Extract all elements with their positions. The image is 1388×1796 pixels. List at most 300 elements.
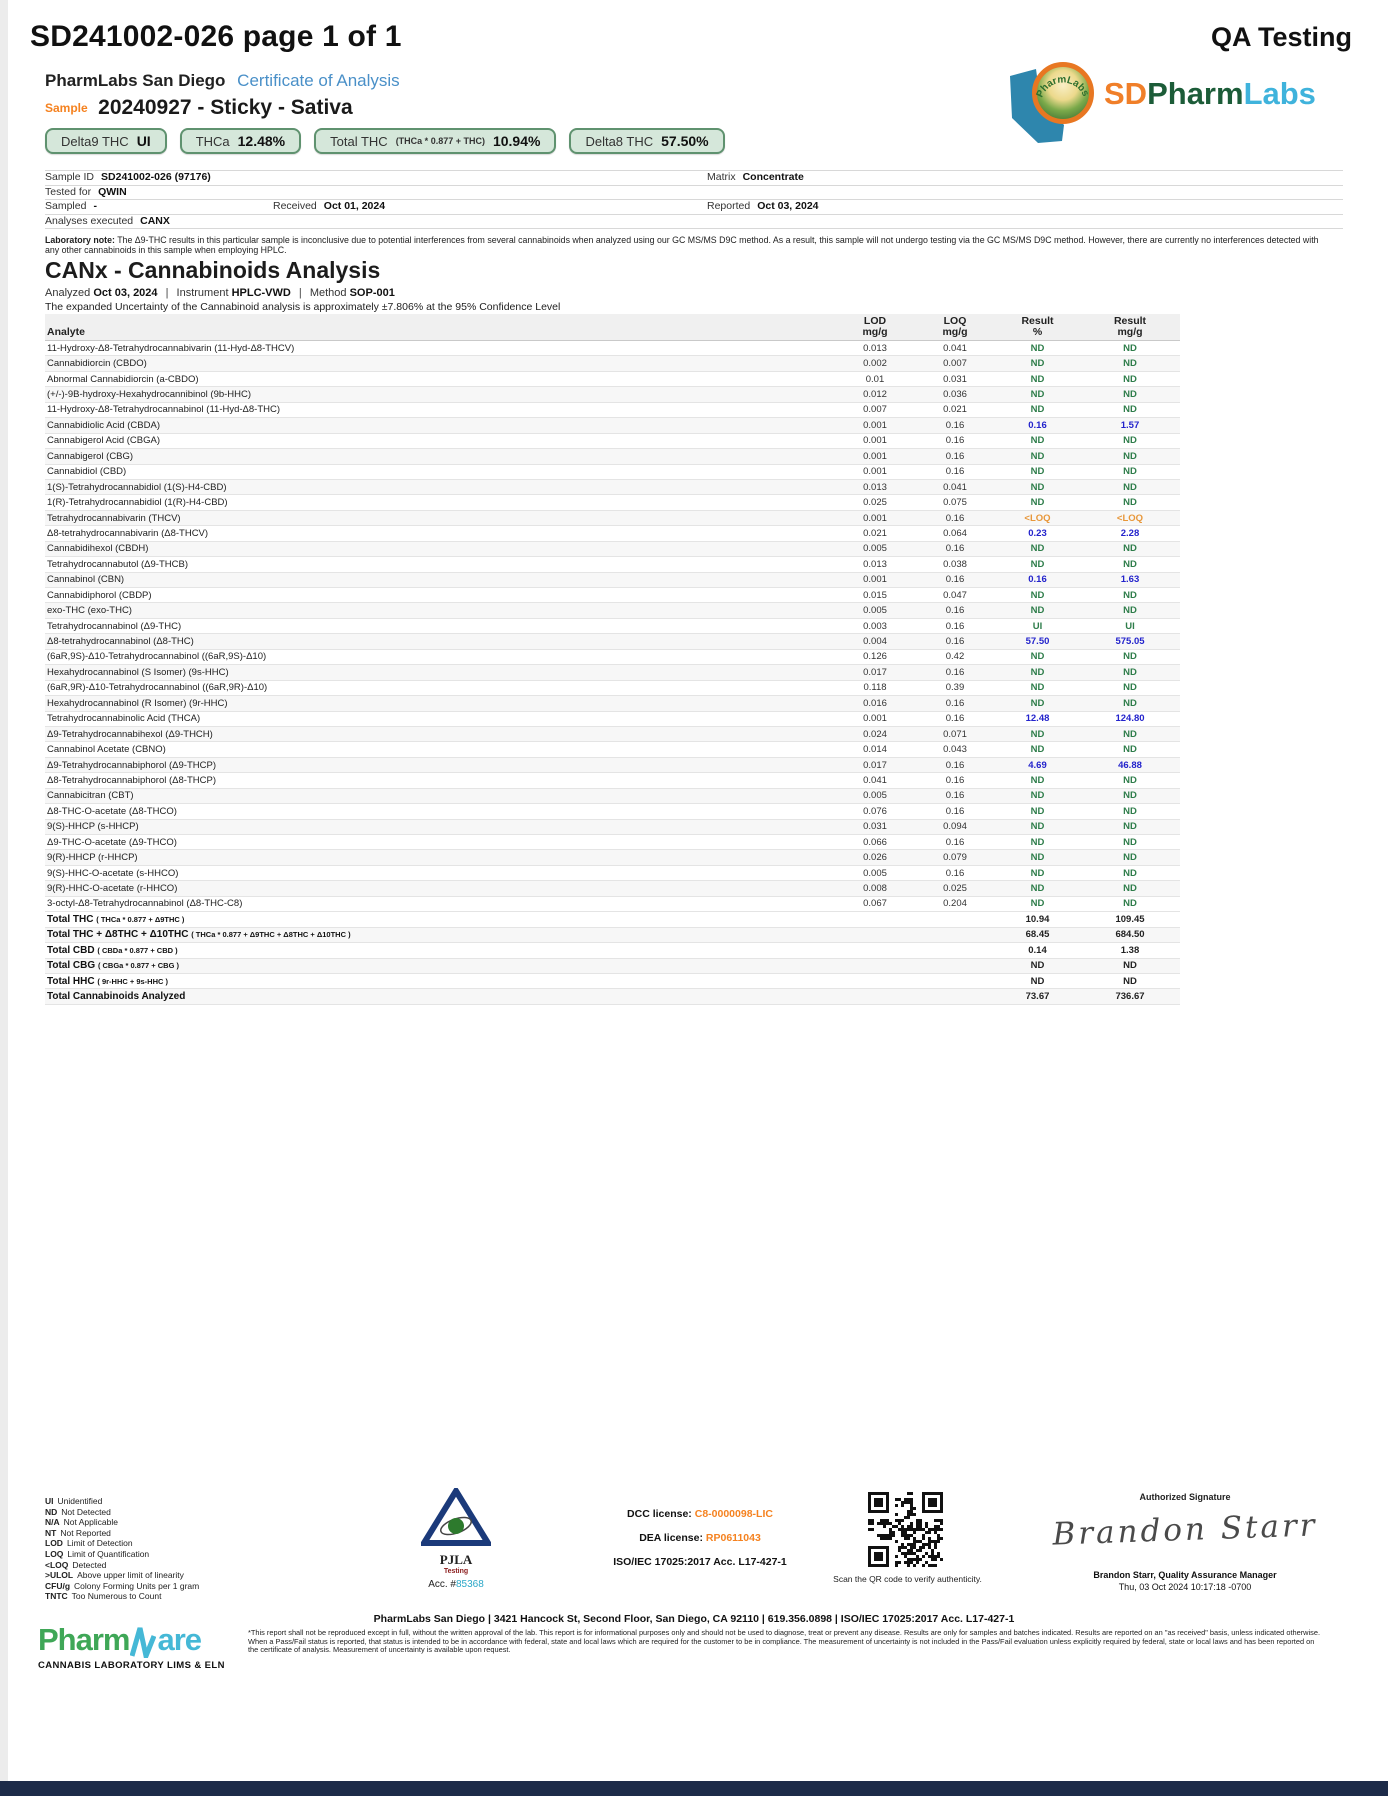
table-row bbox=[45, 742, 1180, 757]
reported-cell bbox=[707, 200, 819, 213]
result-pct-value: ND bbox=[1030, 666, 1045, 678]
lod-value: 0.013 bbox=[863, 342, 887, 354]
loq-value: 0.16 bbox=[945, 435, 965, 447]
doc-type-label: Certificate of Analysis bbox=[237, 71, 400, 90]
analyte-name: Cannabigerol Acid (CBGA) bbox=[47, 435, 160, 447]
legend-item bbox=[45, 1496, 199, 1507]
cannabinoid-badges bbox=[45, 128, 725, 154]
tested-for-row bbox=[45, 186, 1343, 201]
result-pct-value: ND bbox=[1030, 373, 1045, 385]
result-pct-value: ND bbox=[1030, 589, 1045, 601]
legend-text: Unidentified bbox=[57, 1496, 103, 1506]
method-label: Method bbox=[309, 287, 347, 299]
table-row bbox=[45, 480, 1180, 495]
table-row bbox=[45, 773, 1180, 788]
analyte-name: Cannabicitran (CBT) bbox=[47, 790, 134, 802]
lod-value: 0.002 bbox=[863, 358, 887, 370]
result-mg-value: ND bbox=[1123, 821, 1137, 833]
table-row bbox=[45, 881, 1180, 896]
table-row bbox=[45, 449, 1180, 464]
total-row bbox=[45, 912, 1180, 927]
analyte-name: 11-Hydroxy-Δ8-Tetrahydrocannabinol (11-Hyd-Δ8-THC) bbox=[47, 404, 281, 416]
loq-value: 0.071 bbox=[943, 728, 967, 740]
table-row bbox=[45, 495, 1180, 510]
analyte-name: Tetrahydrocannabivarin (THCV) bbox=[47, 512, 181, 524]
loq-value: 0.025 bbox=[943, 883, 967, 895]
legend-item bbox=[45, 1517, 199, 1528]
result-mg-value: 1.57 bbox=[1120, 419, 1140, 431]
result-mg-value: ND bbox=[1123, 774, 1137, 786]
result-mg-value: ND bbox=[1123, 836, 1137, 848]
total-pct-value: 68.45 bbox=[1025, 929, 1050, 941]
lab-header bbox=[45, 71, 400, 91]
lod-value: 0.012 bbox=[863, 389, 887, 401]
legend-abbr: >ULOL bbox=[45, 1570, 74, 1581]
loq-value: 0.16 bbox=[945, 605, 965, 617]
legend-item bbox=[45, 1591, 199, 1602]
badge-value: 57.50% bbox=[661, 133, 709, 149]
analysis-meta-line: Analyzed Oct 03, 2024 | Instrument HPLC-VWD | Method SOP-001 bbox=[45, 287, 395, 299]
instrument-label: Instrument bbox=[176, 287, 229, 299]
method-value: SOP-001 bbox=[349, 287, 395, 299]
loq-value: 0.094 bbox=[943, 821, 967, 833]
table-row bbox=[45, 835, 1180, 850]
loq-value: 0.16 bbox=[945, 512, 965, 524]
page-left-edge bbox=[0, 0, 8, 1796]
analyte-name: 9(S)-HHCP (s-HHCP) bbox=[47, 821, 139, 833]
analyses-row bbox=[45, 215, 1343, 230]
legend-text: Limit of Detection bbox=[66, 1538, 133, 1549]
result-mg-value: ND bbox=[1123, 497, 1137, 509]
loq-value: 0.064 bbox=[943, 527, 967, 539]
result-mg-value: ND bbox=[1123, 589, 1137, 601]
total-label: Total CBG ( CBGa * 0.877 + CBG ) bbox=[47, 960, 180, 972]
signer-name-title: Brandon Starr, Quality Assurance Manager bbox=[1093, 1570, 1277, 1580]
loq-value: 0.42 bbox=[945, 651, 965, 663]
badge-value: 10.94% bbox=[492, 133, 541, 149]
result-pct-value: ND bbox=[1030, 342, 1045, 354]
result-pct-value: UI bbox=[1032, 620, 1043, 632]
received-cell bbox=[273, 200, 385, 213]
total-formula: ( THCa * 0.877 + Δ9THC ) bbox=[96, 914, 185, 924]
total-mg-value: 1.38 bbox=[1120, 944, 1140, 956]
loq-value: 0.39 bbox=[945, 682, 965, 694]
table-row bbox=[45, 557, 1180, 572]
qr-caption: Scan the QR code to verify authenticity. bbox=[833, 1574, 982, 1584]
analyte-name: Cannabidihexol (CBDH) bbox=[47, 543, 149, 555]
loq-value: 0.16 bbox=[945, 805, 965, 817]
dcc-license: DCC license: C8-0000098-LIC bbox=[627, 1508, 773, 1520]
result-pct-value: ND bbox=[1030, 821, 1045, 833]
table-row bbox=[45, 465, 1180, 480]
lod-value: 0.005 bbox=[863, 790, 887, 802]
result-mg-value: ND bbox=[1123, 697, 1137, 709]
result-mg-value: 575.05 bbox=[1115, 636, 1145, 648]
loq-value: 0.041 bbox=[943, 342, 967, 354]
sample-name: 20240927 - Sticky - Sativa bbox=[98, 96, 353, 119]
analyte-name: Hexahydrocannabinol (S Isomer) (9s-HHC) bbox=[47, 666, 229, 678]
legend-item bbox=[45, 1538, 199, 1549]
svg-text:PharmLabs: PharmLabs bbox=[1034, 74, 1091, 100]
legend-abbr: N/A bbox=[45, 1517, 60, 1528]
badge-label: Delta8 THC bbox=[585, 133, 654, 149]
cannabinoid-badge bbox=[180, 128, 301, 154]
pharmware-part2: are bbox=[157, 1622, 202, 1657]
pjla-sub: Testing bbox=[443, 1568, 469, 1575]
result-pct-value: ND bbox=[1030, 682, 1045, 694]
bottom-bar bbox=[0, 1781, 1388, 1796]
lod-value: 0.066 bbox=[863, 836, 887, 848]
result-pct-value: 0.16 bbox=[1028, 574, 1047, 586]
total-label: Total THC ( THCa * 0.877 + Δ9THC ) bbox=[47, 913, 185, 925]
signature-block bbox=[1040, 1492, 1330, 1592]
legend-item bbox=[45, 1507, 199, 1518]
loq-value: 0.036 bbox=[943, 389, 967, 401]
lod-value: 0.001 bbox=[863, 450, 887, 462]
table-row bbox=[45, 820, 1180, 835]
license-block bbox=[590, 1508, 810, 1580]
sdpharmlabs-logo bbox=[1008, 60, 1338, 144]
result-mg-value: ND bbox=[1123, 605, 1137, 617]
reported-label: Reported bbox=[707, 200, 751, 212]
uncertainty-note: The expanded Uncertainty of the Cannabinoid analysis is approximately ±7.806% at the 95% Confidence Level bbox=[45, 301, 561, 313]
total-pct-value: ND bbox=[1030, 975, 1045, 987]
total-row bbox=[45, 943, 1180, 958]
result-pct-value: 57.50 bbox=[1025, 636, 1050, 648]
table-row bbox=[45, 804, 1180, 819]
table-row bbox=[45, 372, 1180, 387]
result-pct-value: 12.48 bbox=[1025, 713, 1050, 725]
iso-accreditation: ISO/IEC 17025:2017 Acc. L17-427-1 bbox=[613, 1556, 787, 1568]
result-mg-value: ND bbox=[1123, 481, 1137, 493]
result-mg-value: <LOQ bbox=[1116, 512, 1144, 524]
result-mg-value: ND bbox=[1123, 867, 1137, 879]
col-lod: LOD mg/g bbox=[862, 315, 888, 338]
matrix-cell bbox=[707, 171, 804, 184]
loq-value: 0.038 bbox=[943, 558, 967, 570]
loq-value: 0.16 bbox=[945, 759, 965, 771]
result-mg-value: UI bbox=[1125, 620, 1135, 632]
laboratory-note-label: Laboratory note: bbox=[45, 235, 115, 245]
result-mg-value: ND bbox=[1123, 342, 1137, 354]
loq-value: 0.16 bbox=[945, 774, 965, 786]
loq-value: 0.16 bbox=[945, 836, 965, 848]
analyte-name: 1(R)-Tetrahydrocannabidiol (1(R)-H4-CBD) bbox=[47, 497, 228, 509]
pjla-accreditation bbox=[398, 1488, 514, 1590]
table-row bbox=[45, 356, 1180, 371]
analyses-value: CANX bbox=[140, 214, 170, 227]
table-row bbox=[45, 418, 1180, 433]
analyte-name: Abnormal Cannabidiorcin (a-CBDO) bbox=[47, 373, 199, 385]
result-pct-value: ND bbox=[1030, 867, 1045, 879]
lod-value: 0.017 bbox=[863, 666, 887, 678]
lod-value: 0.001 bbox=[863, 435, 887, 447]
total-pct-value: 0.14 bbox=[1028, 944, 1047, 956]
analyzed-label: Analyzed bbox=[45, 287, 91, 299]
total-mg-value: 109.45 bbox=[1115, 913, 1145, 925]
dea-license-value: RP0611043 bbox=[705, 1532, 761, 1544]
lod-value: 0.017 bbox=[863, 759, 887, 771]
lod-value: 0.001 bbox=[863, 512, 887, 524]
table-row bbox=[45, 789, 1180, 804]
total-mg-value: 736.67 bbox=[1115, 991, 1145, 1003]
lod-value: 0.014 bbox=[863, 744, 887, 756]
lod-value: 0.015 bbox=[863, 589, 887, 601]
lod-value: 0.005 bbox=[863, 605, 887, 617]
pharmware-tagline: CANNABIS LABORATORY LIMS & ELN bbox=[38, 1660, 225, 1671]
sample-id-value: SD241002-026 (97176) bbox=[101, 171, 211, 183]
dcc-license-value: C8-0000098-LIC bbox=[694, 1508, 773, 1520]
result-mg-value: ND bbox=[1123, 666, 1137, 678]
total-row bbox=[45, 928, 1180, 943]
badge-label: Total THC bbox=[330, 133, 388, 149]
legend-abbr: LOD bbox=[45, 1538, 63, 1549]
legend-item bbox=[45, 1528, 199, 1539]
legend-text: Not Applicable bbox=[63, 1517, 118, 1528]
analyte-name: Tetrahydrocannabinolic Acid (THCA) bbox=[47, 713, 201, 725]
analyte-name: 9(R)-HHCP (r-HHCP) bbox=[47, 852, 138, 864]
received-label: Received bbox=[273, 200, 317, 212]
page-title: SD241002-026 page 1 of 1 bbox=[30, 20, 402, 53]
result-pct-value: ND bbox=[1030, 697, 1045, 709]
loq-value: 0.079 bbox=[943, 852, 967, 864]
loq-value: 0.16 bbox=[945, 790, 965, 802]
result-pct-value: ND bbox=[1030, 404, 1045, 416]
legend-item bbox=[45, 1570, 199, 1581]
table-row bbox=[45, 619, 1180, 634]
table-row bbox=[45, 542, 1180, 557]
result-mg-value: 46.88 bbox=[1118, 759, 1142, 771]
legend-abbr: LOQ bbox=[45, 1548, 64, 1559]
analyte-name: Δ9-Tetrahydrocannabihexol (Δ9-THCH) bbox=[47, 728, 213, 740]
table-row bbox=[45, 758, 1180, 773]
pharmware-logo bbox=[38, 1622, 248, 1671]
analyte-name: Cannabinol Acetate (CBNO) bbox=[47, 744, 166, 756]
total-mg-value: ND bbox=[1123, 975, 1137, 987]
lod-value: 0.013 bbox=[863, 481, 887, 493]
loq-value: 0.16 bbox=[945, 574, 965, 586]
section-title: CANx - Cannabinoids Analysis bbox=[45, 257, 381, 283]
analyte-name: exo-THC (exo-THC) bbox=[47, 605, 132, 617]
total-formula: ( CBDa * 0.877 + CBD ) bbox=[97, 945, 178, 955]
pjla-name: PJLA bbox=[439, 1552, 473, 1567]
result-mg-value: 2.28 bbox=[1120, 527, 1140, 539]
total-pct-value: 73.67 bbox=[1025, 991, 1050, 1003]
analyte-name: Δ8-tetrahydrocannabivarin (Δ8-THCV) bbox=[47, 527, 209, 539]
table-row bbox=[45, 387, 1180, 402]
result-mg-value: ND bbox=[1123, 898, 1137, 910]
lod-value: 0.024 bbox=[863, 728, 887, 740]
lod-value: 0.021 bbox=[863, 527, 887, 539]
sample-label: Sample bbox=[45, 101, 88, 115]
lod-value: 0.005 bbox=[863, 543, 887, 555]
loq-value: 0.204 bbox=[943, 898, 967, 910]
result-mg-value: ND bbox=[1123, 450, 1137, 462]
badge-value: 12.48% bbox=[237, 133, 286, 149]
table-row bbox=[45, 434, 1180, 449]
result-mg-value: ND bbox=[1123, 682, 1137, 694]
legend-text: Too Numerous to Count bbox=[71, 1591, 162, 1602]
loq-value: 0.041 bbox=[943, 481, 967, 493]
laboratory-note bbox=[45, 235, 1335, 256]
sample-id-label: Sample ID bbox=[45, 171, 95, 183]
analyte-name: Cannabidiphorol (CBDP) bbox=[47, 589, 152, 601]
result-mg-value: ND bbox=[1123, 435, 1137, 447]
result-mg-value: 1.63 bbox=[1120, 574, 1140, 586]
result-pct-value: ND bbox=[1030, 558, 1045, 570]
legend-text: Limit of Quantification bbox=[67, 1548, 150, 1559]
sample-id-row bbox=[45, 171, 1343, 186]
total-mg-value: 684.50 bbox=[1115, 929, 1145, 941]
result-pct-value: ND bbox=[1030, 435, 1045, 447]
col-result-mg: Result mg/g bbox=[1113, 315, 1147, 338]
instrument-value: HPLC-VWD bbox=[231, 287, 291, 299]
results-table-header bbox=[45, 314, 1180, 341]
table-row bbox=[45, 341, 1180, 356]
cannabinoid-badge bbox=[314, 128, 556, 154]
loq-value: 0.16 bbox=[945, 450, 965, 462]
legend-abbr: NT bbox=[45, 1527, 57, 1538]
result-pct-value: 0.23 bbox=[1028, 527, 1047, 539]
result-mg-value: ND bbox=[1123, 805, 1137, 817]
total-label: Total Cannabinoids Analyzed bbox=[47, 991, 186, 1003]
legend-abbr: UI bbox=[45, 1496, 54, 1506]
table-row bbox=[45, 573, 1180, 588]
pjla-accreditation-number: Acc. #85368 bbox=[428, 1579, 484, 1590]
legend-item bbox=[45, 1549, 199, 1560]
result-pct-value: ND bbox=[1030, 774, 1045, 786]
result-mg-value: ND bbox=[1123, 389, 1137, 401]
result-pct-value: ND bbox=[1030, 605, 1045, 617]
pharmware-wave-icon bbox=[130, 1624, 156, 1658]
total-pct-value: ND bbox=[1030, 960, 1045, 972]
cannabinoid-badge bbox=[569, 128, 724, 154]
analyte-name: (6aR,9S)-Δ10-Tetrahydrocannabinol ((6aR,9S)-Δ10) bbox=[47, 651, 267, 663]
result-pct-value: ND bbox=[1030, 790, 1045, 802]
result-pct-value: ND bbox=[1030, 358, 1045, 370]
loq-value: 0.043 bbox=[943, 744, 967, 756]
laboratory-note-text: The Δ9-THC results in this particular sample is inconclusive due to potential interferences from several cannabinoids when analyzed using our GC MS/MS D9C method. As a result, this sample will not undergo testing via the GC MS/MS D9C method. However, there are currently no interferences detected with any other cannabinoids in this sample when employing HPLC. bbox=[45, 235, 1319, 256]
result-pct-value: ND bbox=[1030, 805, 1045, 817]
analyte-name: Cannabigerol (CBG) bbox=[47, 450, 134, 462]
sampled-value: - bbox=[93, 200, 97, 212]
analyte-name: Cannabinol (CBN) bbox=[47, 574, 125, 586]
lod-value: 0.007 bbox=[863, 404, 887, 416]
result-pct-value: <LOQ bbox=[1024, 512, 1051, 524]
tested-for-value: QWIN bbox=[98, 185, 127, 198]
result-pct-value: ND bbox=[1030, 543, 1045, 555]
result-mg-value: ND bbox=[1123, 404, 1137, 416]
table-row bbox=[45, 634, 1180, 649]
analyte-name: Cannabidiolic Acid (CBDA) bbox=[47, 419, 160, 431]
result-pct-value: ND bbox=[1030, 497, 1045, 509]
table-row bbox=[45, 511, 1180, 526]
table-row bbox=[45, 603, 1180, 618]
loq-value: 0.16 bbox=[945, 543, 965, 555]
table-row bbox=[45, 588, 1180, 603]
legend-abbr: <LOQ bbox=[45, 1559, 69, 1570]
table-row bbox=[45, 866, 1180, 881]
legend-text: Not Detected bbox=[61, 1506, 111, 1517]
lod-value: 0.031 bbox=[863, 821, 887, 833]
legend-item bbox=[45, 1560, 199, 1571]
loq-value: 0.16 bbox=[945, 697, 965, 709]
legend-abbr: CFU/g bbox=[45, 1580, 71, 1591]
result-pct-value: ND bbox=[1030, 852, 1045, 864]
tested-for-label: Tested for bbox=[45, 185, 92, 198]
result-mg-value: ND bbox=[1123, 466, 1137, 478]
loq-value: 0.16 bbox=[945, 666, 965, 678]
loq-value: 0.007 bbox=[943, 358, 967, 370]
lod-value: 0.025 bbox=[863, 497, 887, 509]
loq-value: 0.16 bbox=[945, 419, 965, 431]
result-mg-value: ND bbox=[1123, 651, 1137, 663]
result-pct-value: ND bbox=[1030, 898, 1045, 910]
results-table bbox=[45, 314, 1180, 1005]
analyte-name: Hexahydrocannabinol (R Isomer) (9r-HHC) bbox=[47, 697, 228, 709]
matrix-value: Concentrate bbox=[742, 171, 804, 183]
report-disclaimer: *This report shall not be reproduced except in full, without the written approval of the lab. This report is for informational purposes only and should not be used to diagnose, treat or prevent any disease. Results are only for samples and batches indicated. Results are reported on an "as received" basis, unless indicated otherwise. When a Pass/Fail status is reported, that status is intended to be in accordance with federal, state and local laws which are required for the customer to be in compliance. The measurement of uncertainty is not included in the Pass/Fail evaluation unless explicitly required by federal, state or local laws and has been reported on the certificate of analysis. Measurement of uncertainty is available upon request. bbox=[248, 1628, 1321, 1655]
analyte-name: Cannabidiol (CBD) bbox=[47, 466, 127, 478]
result-mg-value: ND bbox=[1123, 358, 1137, 370]
signature-script: Brandon Starr bbox=[1051, 1507, 1319, 1553]
total-row bbox=[45, 959, 1180, 974]
analyte-name: (+/-)-9B-hydroxy-Hexahydrocannibinol (9b-HHC) bbox=[47, 389, 252, 401]
result-pct-value: ND bbox=[1030, 744, 1045, 756]
result-pct-value: ND bbox=[1030, 651, 1045, 663]
loq-value: 0.075 bbox=[943, 497, 967, 509]
table-row bbox=[45, 712, 1180, 727]
result-mg-value: ND bbox=[1123, 728, 1137, 740]
lod-value: 0.008 bbox=[863, 883, 887, 895]
total-label: Total CBD ( CBDa * 0.877 + CBD ) bbox=[47, 944, 178, 956]
analyte-rows bbox=[45, 341, 1180, 912]
lod-value: 0.067 bbox=[863, 898, 887, 910]
table-row bbox=[45, 727, 1180, 742]
result-mg-value: ND bbox=[1123, 373, 1137, 385]
logo-pharm: Pharm bbox=[1147, 76, 1244, 111]
analyte-name: Cannabidiorcin (CBDO) bbox=[47, 358, 147, 370]
received-value: Oct 01, 2024 bbox=[323, 200, 386, 212]
badge-label: THCa bbox=[195, 133, 230, 149]
pharmware-part1: Pharm bbox=[38, 1622, 130, 1657]
lod-value: 0.01 bbox=[865, 373, 885, 385]
result-pct-value: ND bbox=[1030, 466, 1045, 478]
col-result-pct: Result % bbox=[1021, 315, 1054, 338]
table-row bbox=[45, 696, 1180, 711]
total-label: Total THC + Δ8THC + Δ10THC ( THCa * 0.877 + Δ9THC + Δ8THC + Δ10THC ) bbox=[47, 929, 351, 941]
analyte-name: 11-Hydroxy-Δ8-Tetrahydrocannabivarin (11-Hyd-Δ8-THCV) bbox=[47, 342, 295, 354]
result-pct-value: ND bbox=[1030, 389, 1045, 401]
dea-license: DEA license: RP0611043 bbox=[639, 1532, 761, 1544]
lod-value: 0.013 bbox=[863, 558, 887, 570]
legend-abbr: TNTC bbox=[45, 1591, 68, 1602]
table-row bbox=[45, 897, 1180, 912]
legend-text: Above upper limit of linearity bbox=[77, 1570, 184, 1581]
pjla-logo-icon bbox=[421, 1488, 491, 1546]
loq-value: 0.021 bbox=[943, 404, 967, 416]
analyte-name: 9(R)-HHC-O-acetate (r-HHCO) bbox=[47, 883, 178, 895]
analyte-name: (6aR,9R)-Δ10-Tetrahydrocannabinol ((6aR,9R)-Δ10) bbox=[47, 682, 268, 694]
loq-value: 0.047 bbox=[943, 589, 967, 601]
badge-value: UI bbox=[136, 133, 151, 149]
total-formula: ( 9r-HHC + 9s-HHC ) bbox=[97, 976, 169, 986]
table-row bbox=[45, 403, 1180, 418]
abbreviation-legend bbox=[45, 1496, 199, 1602]
total-row bbox=[45, 989, 1180, 1004]
analyzed-value: Oct 03, 2024 bbox=[93, 287, 158, 299]
result-mg-value: ND bbox=[1123, 558, 1137, 570]
